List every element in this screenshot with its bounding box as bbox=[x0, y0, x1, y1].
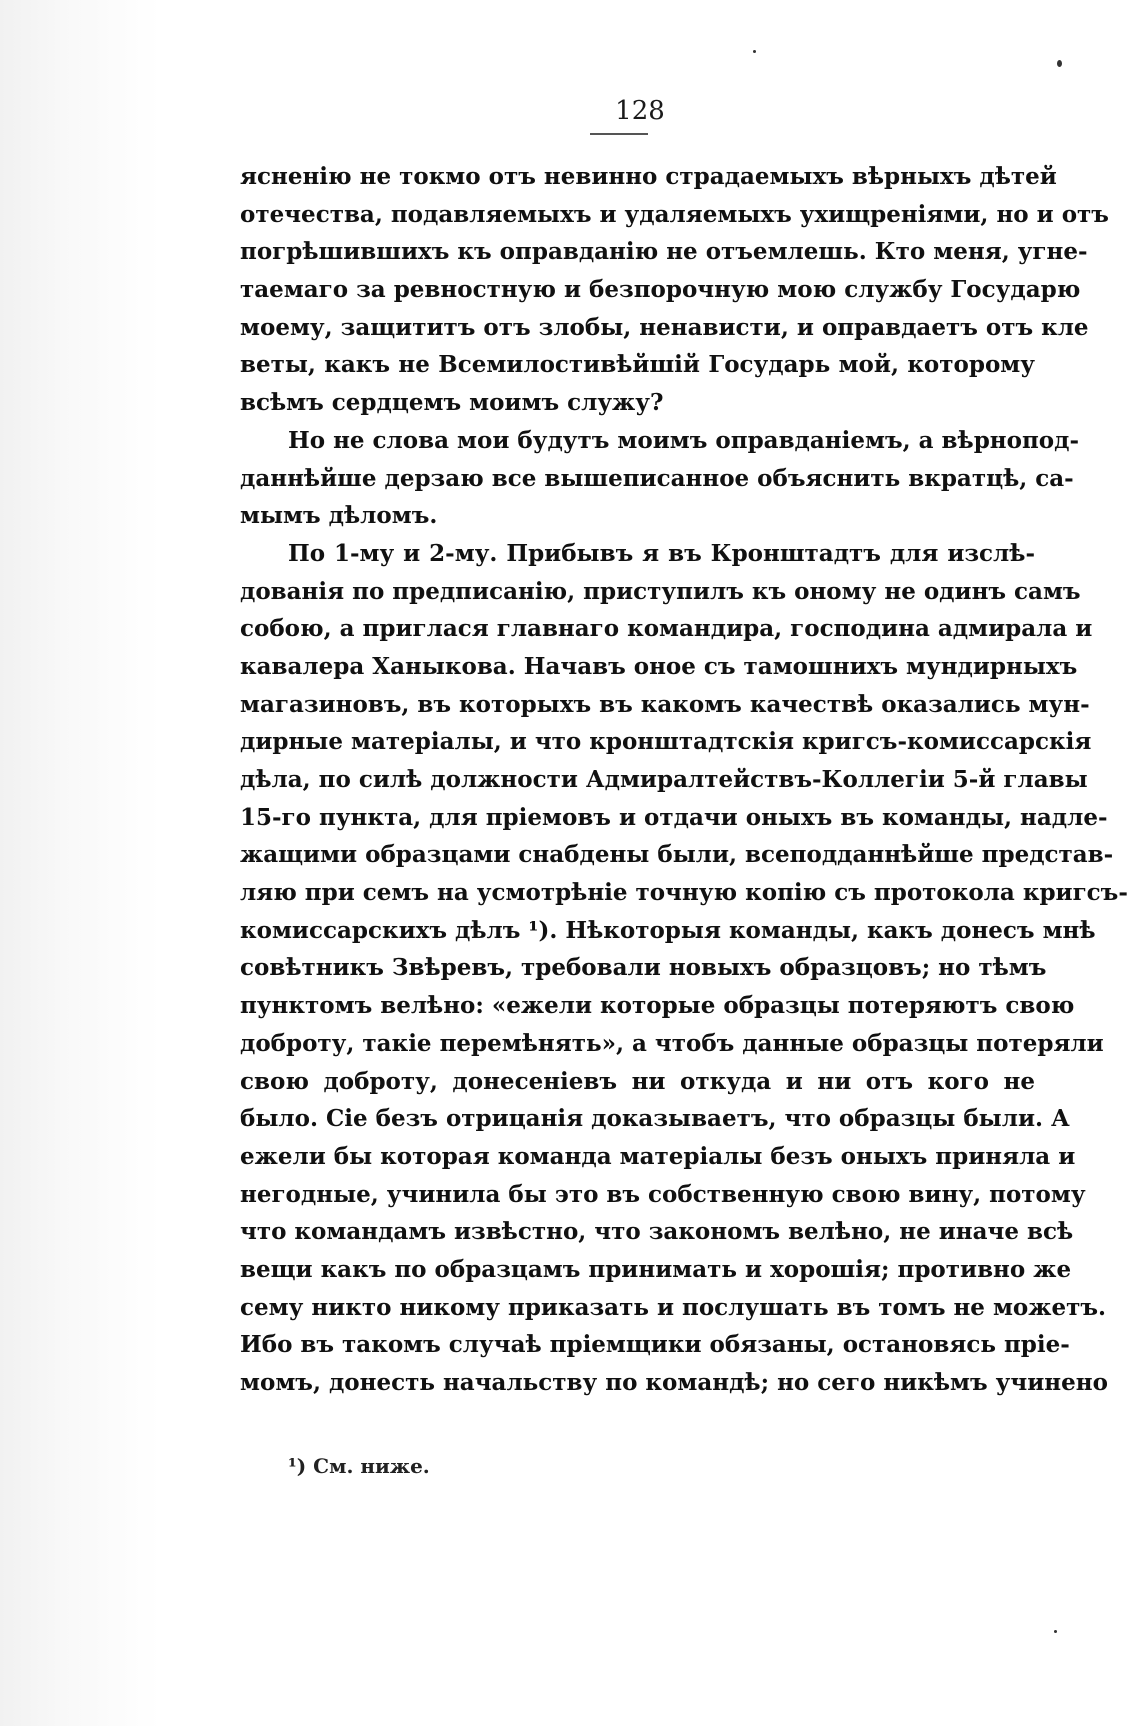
text-line: погрѣшившихъ къ оправданію не отъемлешь. Кто меня, угне- bbox=[240, 238, 1088, 266]
page-number: 128 bbox=[615, 96, 665, 126]
text-line: дирные матеріалы, и что кронштадтскія кригсъ-комиссарскія bbox=[240, 728, 1092, 756]
print-speck bbox=[1057, 60, 1062, 67]
text-line: Но не слова мои будутъ моимъ оправданіемъ, а вѣрнопод- bbox=[288, 426, 1080, 454]
text-line: свою доброту, донесеніевъ ни откуда и ни отъ кого не bbox=[240, 1067, 1035, 1095]
text-line: негодные, учинила бы это въ собственную свою вину, потому bbox=[240, 1180, 1086, 1208]
text-line: совѣтникъ Звѣревъ, требовали новыхъ образцовъ; но тѣмъ bbox=[240, 954, 1047, 982]
text-line: было. Сіе безъ отрицанія доказываетъ, что образцы были. А bbox=[240, 1105, 1070, 1133]
text-line: момъ, донесть начальству по командѣ; но сего никѣмъ учинено bbox=[240, 1369, 1108, 1396]
text-line: ляю при семъ на усмотрѣніе точную копію съ протокола кригсъ- bbox=[240, 879, 1128, 907]
footnote: ¹) См. ниже. bbox=[288, 1454, 430, 1478]
text-line: жащими образцами снабдены были, всеподданнѣйше представ- bbox=[240, 841, 1114, 869]
text-line: таемаго за ревностную и безпорочную мою службу Государю bbox=[240, 276, 1081, 304]
text-line: всѣмъ сердцемъ моимъ служу? bbox=[240, 389, 664, 417]
text-line: сему никто никому приказать и послушать въ томъ не можетъ. bbox=[240, 1293, 1107, 1321]
text-line: доброту, такіе перемѣнять», а чтобъ данные образцы потеряли bbox=[240, 1029, 1104, 1057]
text-line: ежели бы которая команда матеріалы безъ оныхъ приняла и bbox=[240, 1142, 1076, 1170]
text-line: пунктомъ велѣно: «ежели которые образцы потеряютъ свою bbox=[240, 992, 1075, 1020]
text-line: ясненію не токмо отъ невинно страдаемыхъ вѣрныхъ дѣтей bbox=[240, 163, 1057, 190]
text-line: веты, какъ не Всемилостивѣйшій Государь мой, которому bbox=[240, 351, 1035, 379]
print-speck bbox=[753, 50, 756, 53]
text-line: что командамъ извѣстно, что закономъ велѣно, не иначе всѣ bbox=[240, 1218, 1074, 1246]
print-speck bbox=[1054, 1630, 1057, 1633]
text-line: дѣла, по силѣ должности Адмиралтействъ-Коллегіи 5-й главы bbox=[240, 766, 1088, 793]
text-line: собою, а приглася главнаго командира, господина адмирала и bbox=[240, 615, 1093, 643]
text-line: магазиновъ, въ которыхъ въ какомъ качествѣ оказались мун- bbox=[240, 690, 1090, 718]
text-line: мымъ дѣломъ. bbox=[240, 502, 438, 530]
body-text bbox=[240, 158, 1128, 1402]
text-line: моему, защититъ отъ злобы, ненависти, и оправдаетъ отъ кле bbox=[240, 313, 1089, 341]
text-line: вещи какъ по образцамъ принимать и хорошія; противно же bbox=[240, 1255, 1072, 1283]
text-line: кавалера Ханыкова. Начавъ оное съ тамошнихъ мундирныхъ bbox=[240, 652, 1078, 680]
text-line: По 1-му и 2-му. Прибывъ я въ Кронштадтъ для изслѣ- bbox=[288, 539, 1035, 567]
text-line: дованія по предписанію, приступилъ къ оному не одинъ самъ bbox=[240, 577, 1081, 605]
text-line: отечества, подавляемыхъ и удаляемыхъ ухищреніями, но и отъ bbox=[240, 200, 1109, 228]
text-line: Ибо въ такомъ случаѣ пріемщики обязаны, остановясь пріе- bbox=[240, 1331, 1070, 1359]
text-line: даннѣйше дерзаю все вышеписанное объяснить вкратцѣ, са- bbox=[240, 464, 1074, 492]
page-number-rule bbox=[590, 133, 648, 135]
text-line: комиссарскихъ дѣлъ ¹). Нѣкоторыя команды, какъ донесъ мнѣ bbox=[240, 916, 1096, 944]
text-line: 15-го пункта, для пріемовъ и отдачи оныхъ въ команды, надле- bbox=[240, 803, 1108, 831]
